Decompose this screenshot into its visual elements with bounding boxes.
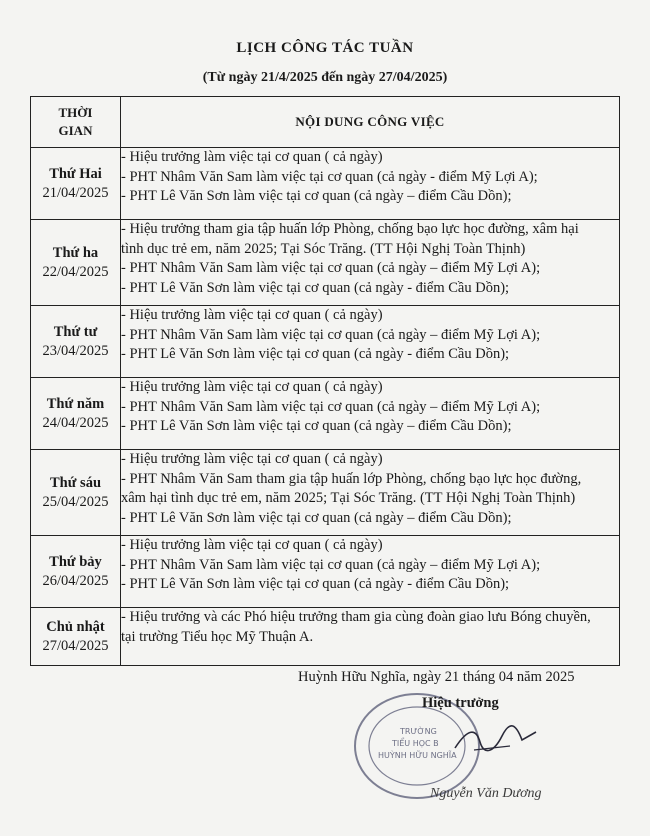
task-line: - PHT Lê Văn Sơn làm việc tại cơ quan (cả ngày – điểm Cầu Dồn); [121,188,512,204]
schedule-body [31,148,620,666]
col-time-header-line1: THỜI [58,105,93,120]
day-cell [31,378,121,450]
day-date: 27/04/2025 [42,637,109,654]
task-line: - PHT Lê Văn Sơn làm việc tại cơ quan (cả ngày - điểm Cầu Dồn); [121,346,510,362]
task-line: - Hiệu trưởng làm việc tại cơ quan ( cả ngày) [121,379,383,395]
schedule-table [30,96,620,666]
day-name: Thứ sáu [49,474,102,491]
svg-text:TRƯỜNG: TRƯỜNG [400,727,437,736]
day-cell [31,608,121,666]
day-cell [31,306,121,378]
task-line: - PHT Lê Văn Sơn làm việc tại cơ quan (cả ngày - điểm Cầu Dồn); [121,576,510,592]
svg-text:HUỲNH HỮU NGHĨA: HUỲNH HỮU NGHĨA [378,751,457,760]
task-content-cell [121,148,620,220]
day-name: Thứ năm [46,395,105,412]
document-title: LỊCH CÔNG TÁC TUẦN [236,40,414,56]
day-date: 24/04/2025 [42,414,109,431]
day-name: Chủ nhật [46,618,105,635]
day-cell [31,220,121,306]
task-line: - Hiệu trưởng tham gia tập huấn lớp Phòng, chống bạo lực học đường, xâm hại [121,221,579,237]
task-line: - PHT Nhâm Văn Sam làm việc tại cơ quan (cả ngày – điểm Mỹ Lợi A); [121,398,541,415]
task-line: - PHT Nhâm Văn Sam làm việc tại cơ quan (cả ngày – điểm Mỹ Lợi A); [121,326,541,343]
task-content-cell [121,450,620,536]
signatory-title: Hiệu trưởng [422,695,499,711]
day-name: Thứ Hai [49,165,102,182]
svg-text:TIỂU HỌC B: TIỂU HỌC B [392,739,439,748]
table-row [31,148,620,220]
task-line: - Hiệu trưởng và các Phó hiệu trưởng tham gia cùng đoàn giao lưu Bóng chuyền, [121,609,591,625]
date-range-subtitle: (Từ ngày 21/4/2025 đến ngày 27/04/2025) [202,70,448,85]
day-name: Thứ bảy [49,553,102,570]
task-line: - PHT Nhâm Văn Sam làm việc tại cơ quan (cả ngày – điểm Mỹ Lợi A); [121,260,541,276]
table-row [31,450,620,536]
table-row [31,378,620,450]
task-content-cell [121,608,620,666]
col-time-header [31,97,121,148]
task-line: - Hiệu trưởng làm việc tại cơ quan ( cả ngày) [121,451,383,467]
place-date-line: Huỳnh Hữu Nghĩa, ngày 21 tháng 04 năm 2025 [298,669,575,685]
day-date: 26/04/2025 [42,572,109,589]
task-line: - PHT Nhâm Văn Sam làm việc tại cơ quan (cả ngày - điểm Mỹ Lợi A); [121,168,538,185]
day-name: Thứ tư [53,323,98,340]
day-cell [31,450,121,536]
task-line: - Hiệu trưởng làm việc tại cơ quan ( cả ngày) [121,307,383,323]
task-line: - PHT Lê Văn Sơn làm việc tại cơ quan (cả ngày - điểm Cầu Dồn); [121,279,510,296]
day-date: 21/04/2025 [42,184,109,201]
table-row [31,220,620,306]
task-content-cell [121,378,620,450]
day-date: 23/04/2025 [42,342,109,359]
task-content-cell [121,220,620,306]
task-line: xâm hại tình dục trẻ em, năm 2025; Tại Sóc Trăng. (TT Hội Nghị Toàn Thịnh) [121,490,576,506]
task-line: tình dục trẻ em, năm 2025; Tại Sóc Trăng. (TT Hội Nghị Toàn Thịnh) [121,240,526,257]
task-line: - PHT Nhâm Văn Sam làm việc tại cơ quan (cả ngày – điểm Mỹ Lợi A); [121,556,541,573]
day-cell [31,148,121,220]
col-content-header: NỘI DUNG CÔNG VIỆC [121,97,620,148]
signer-name: Nguyễn Văn Dương [430,786,542,801]
task-content-cell [121,306,620,378]
task-line: tại trường Tiểu học Mỹ Thuận A. [121,628,314,645]
day-date: 25/04/2025 [42,493,109,510]
day-date: 22/04/2025 [42,263,109,280]
handwritten-signature [450,720,540,760]
task-line: - PHT Nhâm Văn Sam tham gia tập huấn lớp Phòng, chống bạo lực học đường, [121,470,582,487]
task-line: - PHT Lê Văn Sơn làm việc tại cơ quan (cả ngày – điểm Cầu Dồn); [121,509,512,526]
table-row [31,306,620,378]
task-line: - PHT Lê Văn Sơn làm việc tại cơ quan (cả ngày – điểm Cầu Dồn); [121,418,512,434]
day-name: Thứ ha [52,244,99,261]
task-line: - Hiệu trưởng làm việc tại cơ quan ( cả ngày) [121,537,383,553]
table-row [31,536,620,608]
table-header-row [31,97,620,148]
task-content-cell [121,536,620,608]
col-time-header-line2: GIAN [58,123,93,138]
table-row [31,608,620,666]
day-cell [31,536,121,608]
task-line: - Hiệu trưởng làm việc tại cơ quan ( cả ngày) [121,149,383,165]
